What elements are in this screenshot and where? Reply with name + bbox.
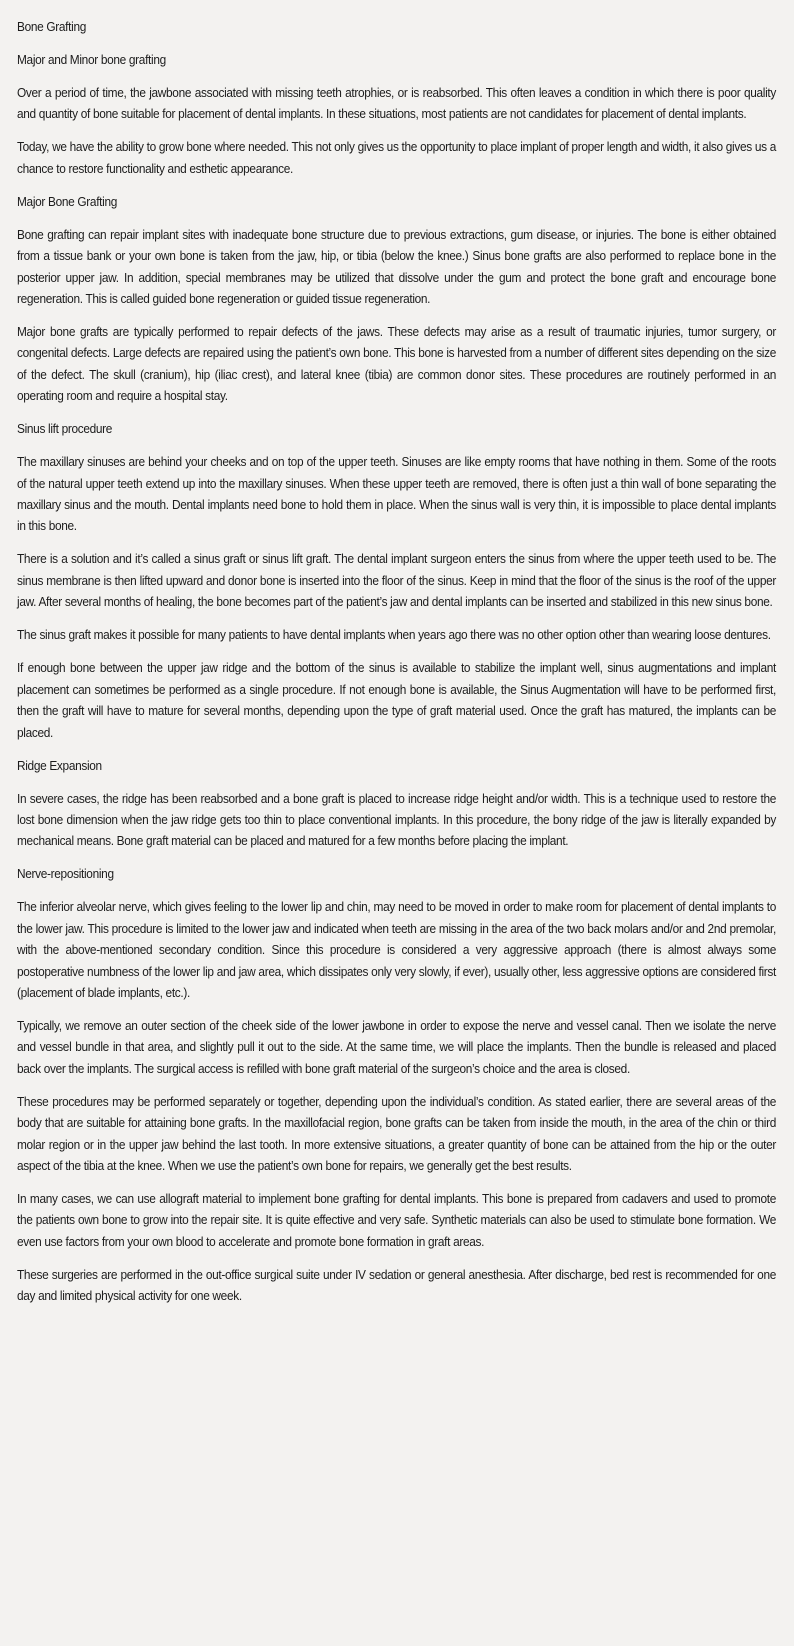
nerve-repositioning-paragraph: These procedures may be performed separately or together, depending upon the individual’s condition. As stated earlier, there are several areas of the body that are suitable for attaining bone grafts. In the maxillofacial region, bone grafts can be taken from inside the mouth, in the area of the chin or third molar region or in the upper jaw behind the last tooth. In more extensive situations, a greater quantity of bone can be attained from the hip or the outer aspect of the tibia at the knee. When we use the patient’s own bone for repairs, we generally get the best results. xyxy=(17,1093,776,1173)
section-heading-major-bone-grafting: Major Bone Grafting xyxy=(17,193,118,209)
sinus-lift-paragraph: There is a solution and it’s called a sinus graft or sinus lift graft. The dental implant surgeon enters the sinus from where the upper teeth used to be. The sinus membrane is then lifted upward and donor bone is inserted into the floor of the sinus. Keep in mind that the floor of the sinus is the roof of the upper jaw. After several months of healing, the bone becomes part of the patient’s jaw and dental implants can be inserted and stabilized in this new sinus bone. xyxy=(17,551,776,610)
page-title: Bone Grafting xyxy=(17,19,86,34)
nerve-repositioning-paragraph: In many cases, we can use allograft material to implement bone grafting for dental implants. This bone is prepared from cadavers and used to promote the patients own bone to grow into the repair site. It is quite effective and very safe. Synthetic materials can also be used to stimulate bone formation. We even use factors from your own blood to accelerate and promote bone formation in graft areas. xyxy=(17,1190,776,1249)
sinus-lift-paragraph: The maxillary sinuses are behind your cheeks and on top of the upper teeth. Sinuses are like empty rooms that have nothing in them. Some of the roots of the natural upper teeth extend up into the maxillary sinuses. When these upper teeth are removed, there is often just a thin wall of bone separating the maxillary sinus and the mouth. Dental implants need bone to hold them in place. When the sinus wall is very thin, it is impossible to place dental implants in this bone. xyxy=(17,454,776,534)
intro-paragraph: Over a period of time, the jawbone associated with missing teeth atrophies, or is reabsorbed. This often leaves a condition in which there is poor quality and quantity of bone suitable for placement of dental implants. In these situations, most patients are not candidates for placement of dental implants. xyxy=(17,85,776,122)
section-heading-sinus-lift: Sinus lift procedure xyxy=(17,421,113,437)
page-subtitle: Major and Minor bone grafting xyxy=(17,52,166,67)
section-heading-ridge-expansion: Ridge Expansion xyxy=(17,757,102,773)
nerve-repositioning-paragraph: Typically, we remove an outer section of the cheek side of the lower jawbone in order to expose the nerve and vessel canal. Then we isolate the nerve and vessel bundle in that area, and slightly pull it out to the side. At the same time, we will place the implants. Then the bundle is released and placed back over the implants. The surgical access is refilled with bone graft material of the surgeon’s choice and the area is closed. xyxy=(17,1017,776,1076)
intro-paragraph: Today, we have the ability to grow bone where needed. This not only gives us the opportunity to place implant of proper length and width, it also gives us a chance to restore functionality and esthetic appearance. xyxy=(17,139,776,176)
section-heading-nerve-repositioning: Nerve-repositioning xyxy=(17,866,114,882)
sinus-lift-paragraph: The sinus graft makes it possible for many patients to have dental implants when years ago there was no other option other than wearing loose dentures. xyxy=(17,627,771,643)
major-grafting-paragraph: Major bone grafts are typically performed to repair defects of the jaws. These defects may arise as a result of traumatic injuries, tumor surgery, or congenital defects. Large defects are repaired using the patient’s own bone. This bone is harvested from a number of different sites depending on the size of the defect. The skull (cranium), hip (iliac crest), and lateral knee (tibia) are common donor sites. These procedures are routinely performed in an operating room and require a hospital stay. xyxy=(17,324,776,404)
nerve-repositioning-paragraph: These surgeries are performed in the out-office surgical suite under IV sedation or general anesthesia. After discharge, bed rest is recommended for one day and limited physical activity for one week. xyxy=(17,1266,776,1304)
ridge-expansion-paragraph: In severe cases, the ridge has been reabsorbed and a bone graft is placed to increase ridge height and/or width. This is a technique used to restore the lost bone dimension when the jaw ridge gets too thin to place conventional implants. In this procedure, the bony ridge of the jaw is literally expanded by mechanical means. Bone graft material can be placed and matured for a few months before placing the implant. xyxy=(17,790,776,849)
major-grafting-paragraph: Bone grafting can repair implant sites with inadequate bone structure due to previous extractions, gum disease, or injuries. The bone is either obtained from a tissue bank or your own bone is taken from the jaw, hip, or tibia (below the knee.) Sinus bone grafts are also performed to replace bone in the posterior upper jaw. In addition, special membranes may be utilized that dissolve under the gum and protect the bone graft and encourage bone regeneration. This is called guided bone regeneration or guided tissue regeneration. xyxy=(17,226,776,307)
sinus-lift-paragraph: If enough bone between the upper jaw ridge and the bottom of the sinus is available to stabilize the implant well, sinus augmentations and implant placement can sometimes be performed as a single procedure. If not enough bone is available, the Sinus Augmentation will have to be performed first, then the graft will have to mature for several months, depending upon the type of graft material used. Once the graft has matured, the implants can be placed. xyxy=(17,660,776,740)
nerve-repositioning-paragraph: The inferior alveolar nerve, which gives feeling to the lower lip and chin, may need to be moved in order to make room for placement of dental implants to the lower jaw. This procedure is limited to the lower jaw and indicated when teeth are missing in the area of the two back molars and/or and 2nd premolar, with the above-mentioned secondary condition. Since this procedure is considered a very aggressive approach (there is almost always some postoperative numbness of the lower lip and jaw area, which dissipates only very slowly, if ever), usually other, less aggressive options are considered first (placement of blade implants, etc.). xyxy=(17,899,776,1000)
